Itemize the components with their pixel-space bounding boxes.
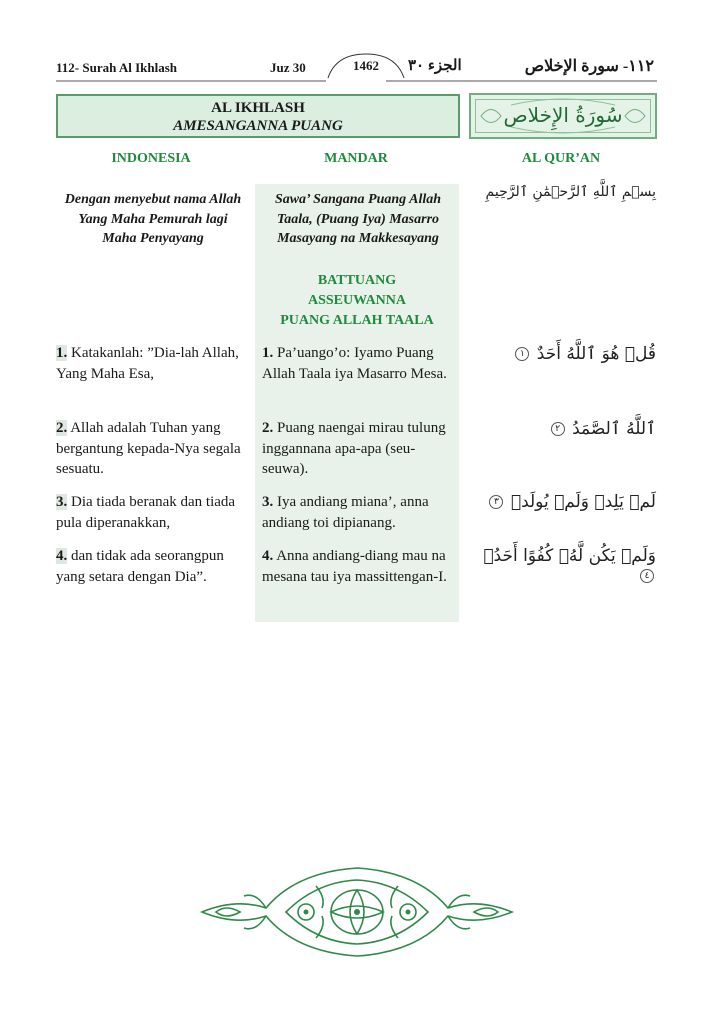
verse-arabic-text: وَلَمۡ يَكُن لَّهُۥ كُفُوًا أَحَدُۢ bbox=[483, 546, 656, 566]
verse-4-mandar bbox=[262, 546, 456, 587]
header-surah-latin: 112- Surah Al Ikhlash bbox=[56, 60, 178, 75]
verse-2-arabic bbox=[466, 418, 656, 439]
column-header-mandar: MANDAR bbox=[324, 151, 388, 166]
header-juz-latin: Juz 30 bbox=[270, 60, 306, 75]
verse-1-arabic bbox=[466, 343, 656, 364]
verse-3-arabic bbox=[466, 492, 656, 512]
verse-number: 1. bbox=[56, 345, 68, 361]
mandar-subheading bbox=[256, 271, 458, 331]
header-surah-arabic: ١١٢- سورة الإخلاص bbox=[524, 58, 654, 75]
verse-4-indonesia bbox=[56, 546, 252, 587]
verse-number: 2. bbox=[262, 420, 274, 436]
verse-text: Dia tiada beranak dan tiada pula diperanakkan, bbox=[56, 494, 236, 531]
basmalah-arabic: بِسۡمِ ٱللَّهِ ٱلرَّحۡمَٰنِ ٱلرَّحِيمِ bbox=[485, 184, 656, 200]
header-rule bbox=[0, 80, 713, 84]
subheading-line: ASSEUWANNA bbox=[307, 293, 407, 308]
arabic-surah-banner bbox=[469, 93, 657, 139]
verse-text: Pa’uango’o: Iyamo Puang Allah Taala iya Masarro Mesa. bbox=[262, 345, 447, 382]
column-header-quran: AL QUR’AN bbox=[521, 151, 601, 166]
verse-text: dan tidak ada seorangpun yang setara dengan Dia”. bbox=[56, 548, 224, 585]
column-header-indonesia: INDONESIA bbox=[111, 151, 191, 166]
subheading-line: BATTUANG bbox=[317, 273, 397, 288]
verse-number: 4. bbox=[56, 548, 68, 564]
verse-arabic-text: لَمۡ يَلِدۡ وَلَمۡ يُولَدۡ bbox=[510, 492, 656, 512]
verse-text: Anna andiang-diang mau na mesana tau iya massittengan-I. bbox=[262, 548, 447, 585]
ayah-number-icon: ٣ bbox=[489, 495, 503, 509]
ayah-number-icon: ٢ bbox=[551, 422, 565, 436]
verse-1-indonesia bbox=[56, 343, 252, 384]
verse-text: Puang naengai mirau tulung inggannana apa-apa (seu-seuwa). bbox=[262, 420, 446, 477]
surah-title-translation: AMESANGANNA PUANG bbox=[173, 118, 343, 134]
verse-arabic-text: قُلۡ هُوَ ٱللَّهُ أَحَدٌ bbox=[536, 344, 656, 364]
verse-arabic-text: ٱللَّهُ ٱلصَّمَدُ bbox=[572, 419, 656, 439]
page-header bbox=[56, 56, 656, 82]
basmalah-indonesia: Dengan menyebut nama Allah Yang Maha Pemurah lagi Maha Penyayang bbox=[64, 192, 242, 246]
page-number: 1462 bbox=[353, 58, 379, 73]
verse-number: 3. bbox=[56, 494, 68, 510]
verse-number: 4. bbox=[262, 548, 274, 564]
verse-4-arabic bbox=[466, 546, 656, 586]
verse-3-indonesia bbox=[56, 492, 252, 533]
verse-3-mandar bbox=[262, 492, 456, 533]
verse-text: Allah adalah Tuhan yang bergantung kepada-Nya segala sesuatu. bbox=[56, 420, 241, 477]
verse-text: Iya andiang miana’, anna andiang toi dipianang. bbox=[262, 494, 429, 531]
ayah-number-icon: ٤ bbox=[640, 569, 654, 583]
header-juz-arabic: الجزء ٣٠ bbox=[408, 58, 462, 74]
basmalah-mandar: Sawa’ Sangana Puang Allah Taala, (Puang Iya) Masarro Masayang na Makkesayang bbox=[274, 192, 442, 246]
verse-2-mandar bbox=[262, 418, 456, 480]
verse-2-indonesia bbox=[56, 418, 252, 480]
verse-number: 3. bbox=[262, 494, 274, 510]
decorative-ornament-icon bbox=[196, 862, 518, 962]
ayah-number-icon: ١ bbox=[515, 347, 529, 361]
verse-number: 2. bbox=[56, 420, 68, 436]
page-number-badge bbox=[326, 52, 406, 80]
verse-1-mandar bbox=[262, 343, 456, 384]
surah-title: AL IKHLASH bbox=[211, 100, 305, 116]
arabic-surah-name: سُورَةُ الإِخلاص bbox=[503, 103, 623, 127]
verse-number: 1. bbox=[262, 345, 274, 361]
subheading-line: PUANG ALLAH TAALA bbox=[280, 313, 434, 328]
surah-title-box bbox=[56, 94, 460, 138]
verse-text: Katakanlah: ”Dia-lah Allah, Yang Maha Esa, bbox=[56, 345, 239, 382]
